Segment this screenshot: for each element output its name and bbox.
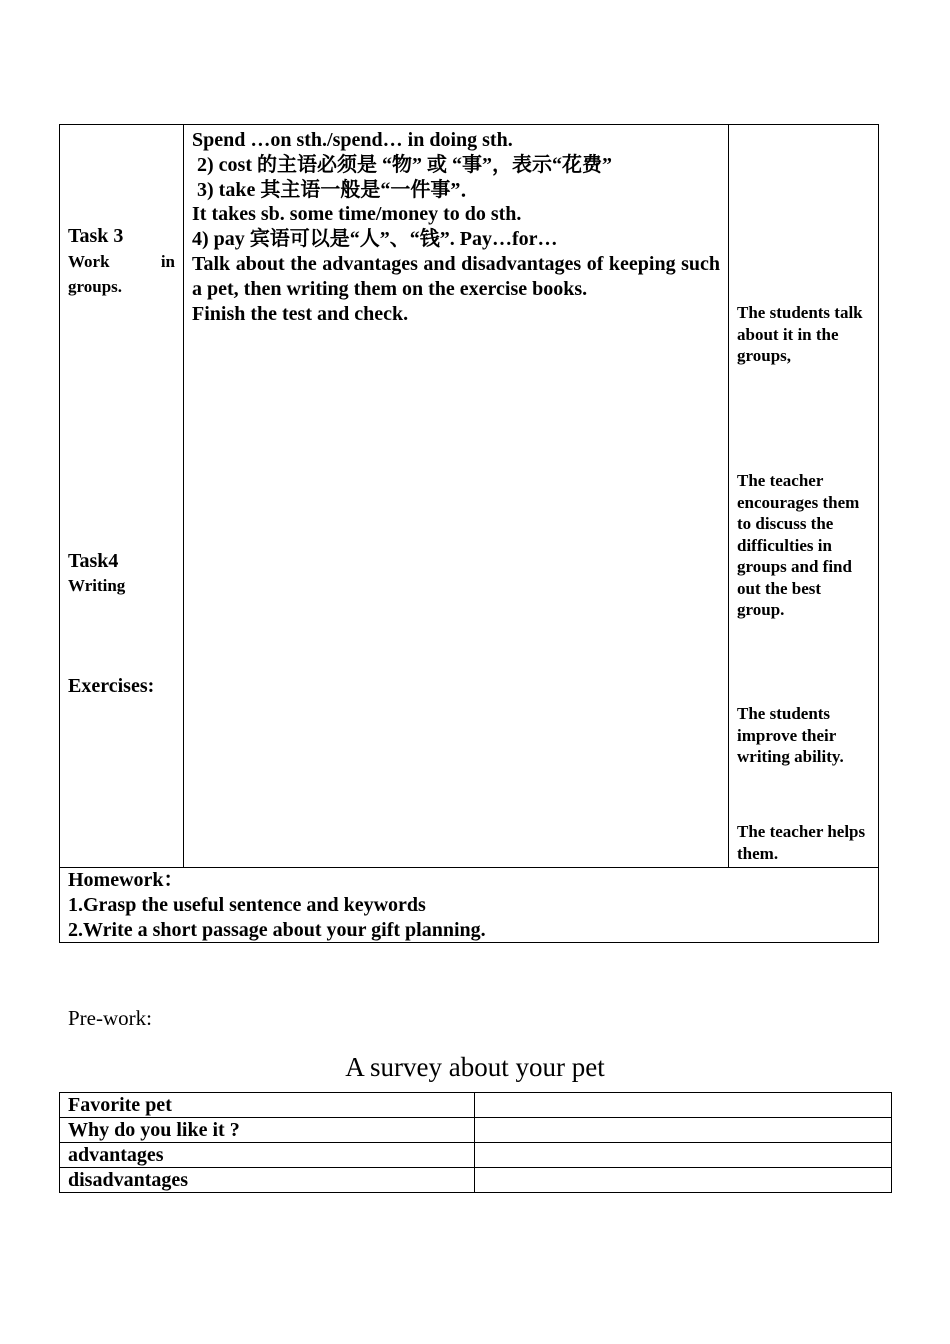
table-row: [60, 1168, 892, 1193]
task3-subtitle: [68, 251, 175, 297]
task3-title: Task 3: [68, 225, 124, 247]
homework-section: [68, 868, 486, 942]
table-row: [60, 1143, 892, 1168]
homework-item-2: 2.Write a short passage about your gift planning.: [68, 918, 486, 941]
content-line-it-takes: It takes sb. some time/money to do sth.: [192, 203, 522, 226]
survey-answer-cell[interactable]: [475, 1143, 892, 1168]
content-line-spend: Spend …on sth./spend… in doing sth.: [192, 129, 513, 151]
table-row: [60, 1118, 892, 1143]
note-teacher-encourages: The teacher encourages them to discuss the difficulties in groups and find out the best group.: [737, 471, 860, 619]
note-students-improve: The students improve their writing ability.: [737, 704, 844, 766]
exercises-label: Exercises:: [68, 675, 155, 697]
survey-label-favorite-pet: Favorite pet: [60, 1093, 475, 1118]
task3-subtitle-groups: groups.: [68, 276, 123, 296]
task3-subtitle-in: in: [160, 252, 175, 271]
survey-answer-cell[interactable]: [475, 1168, 892, 1193]
table-row: [60, 1093, 892, 1118]
note-students-talk: The students talk about it in the groups,: [737, 303, 863, 365]
homework-title: Homework：: [68, 869, 184, 891]
lesson-content: [192, 128, 720, 326]
survey-title: A survey about your pet: [345, 1052, 605, 1082]
content-line-take: 3) take 其主语一般是“一件事”．: [192, 178, 481, 201]
prework-label: Pre-work:: [68, 1006, 152, 1030]
column-divider-1: [183, 125, 184, 867]
survey-label-disadvantages: disadvantages: [60, 1168, 475, 1193]
homework-item-1: 1.Grasp the useful sentence and keywords: [68, 893, 426, 916]
column-divider-2: [728, 125, 729, 867]
content-line-cost: 2) cost 的主语必须是 “物” 或 “事”，表示“花费”: [192, 153, 612, 176]
note-teacher-helps: The teacher helps them.: [737, 822, 866, 863]
lesson-table: [59, 124, 879, 943]
task4-subtitle: Writing: [68, 576, 126, 595]
survey-label-advantages: advantages: [60, 1143, 475, 1168]
content-finish-test: Finish the test and check.: [192, 302, 409, 325]
survey-label-why-like: Why do you like it ?: [60, 1118, 475, 1143]
content-talk-paragraph: Talk about the advantages and disadvantages of keeping such a pet, then writing them on the exercise books.: [192, 252, 720, 300]
task3-subtitle-work: Work: [68, 252, 110, 271]
content-line-pay: 4) pay 宾语可以是“人”、“钱”. Pay…for…: [192, 228, 558, 251]
survey-table: [59, 1092, 892, 1193]
survey-answer-cell[interactable]: [475, 1093, 892, 1118]
survey-answer-cell[interactable]: [475, 1118, 892, 1143]
task4-title: Task4: [68, 550, 119, 572]
